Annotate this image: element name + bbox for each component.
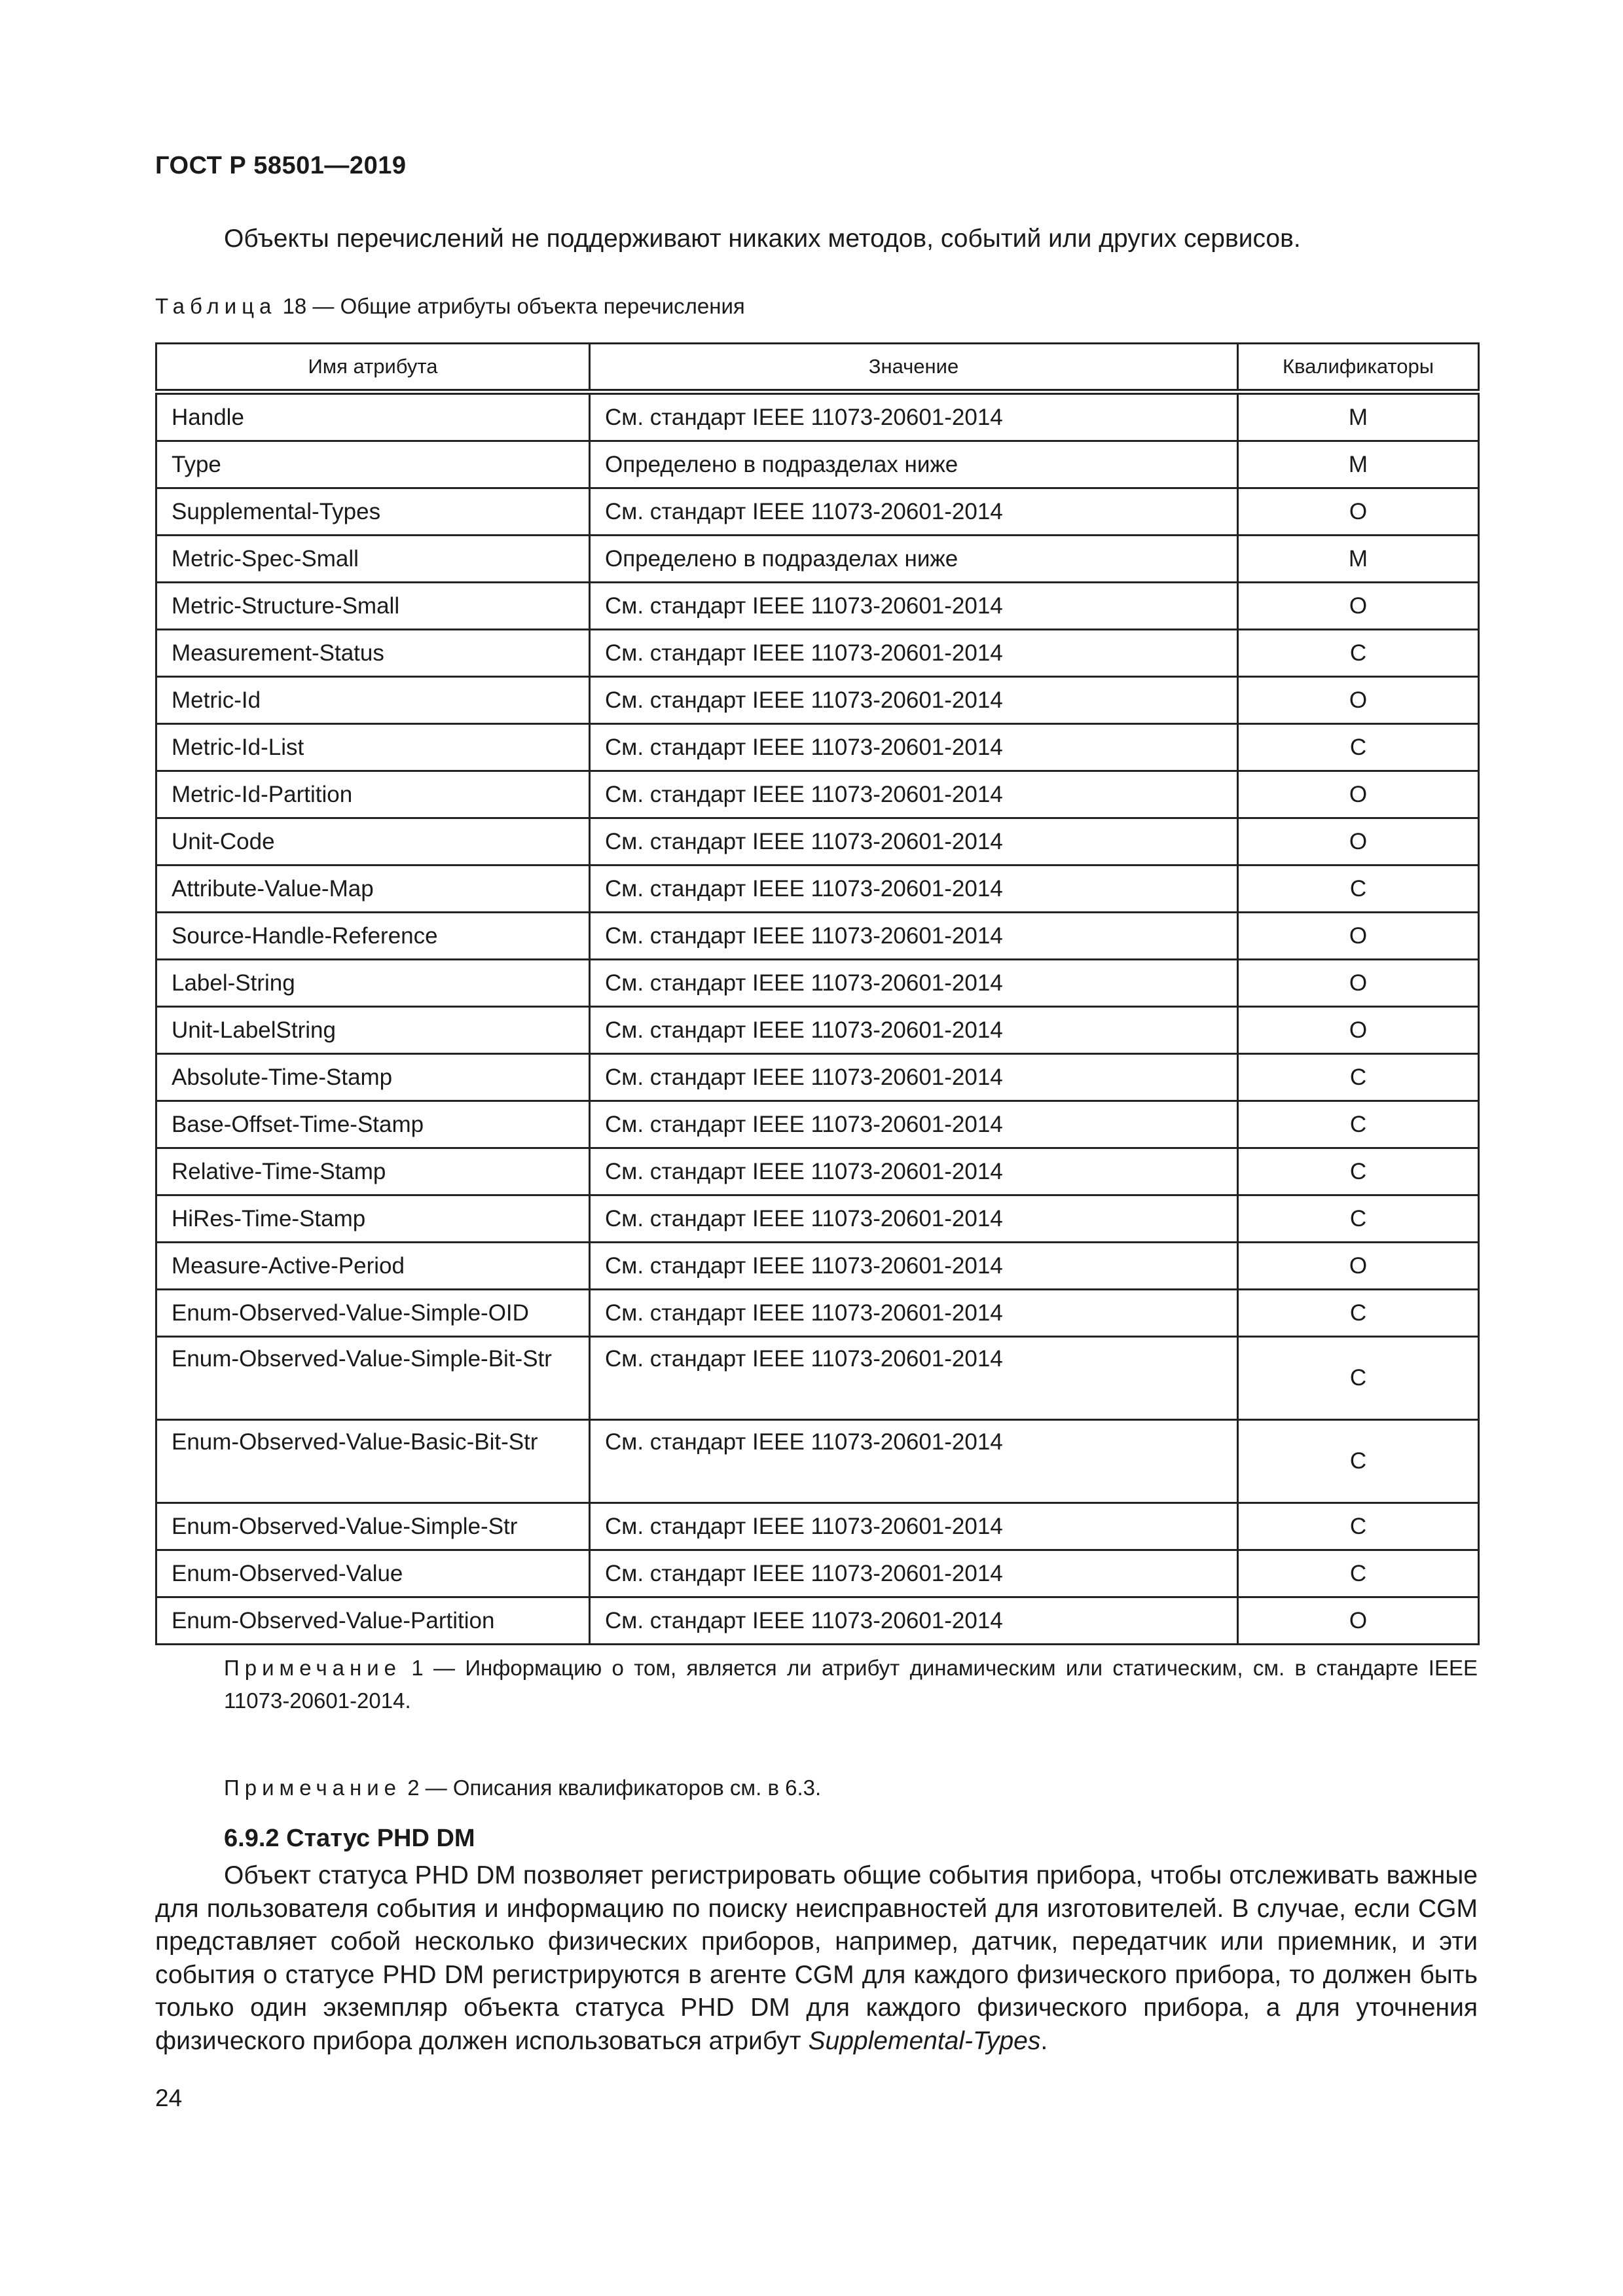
cell-qualifier: O [1238, 771, 1479, 818]
table-caption-text: 18 — Общие атрибуты объекта перечисления [282, 294, 745, 318]
cell-value: См. стандарт IEEE 11073-20601-2014 [590, 1007, 1238, 1054]
cell-value: См. стандарт IEEE 11073-20601-2014 [590, 1148, 1238, 1195]
column-header-name: Имя атрибута [156, 344, 590, 392]
cell-value: См. стандарт IEEE 11073-20601-2014 [590, 724, 1238, 771]
cell-qualifier: C [1238, 1420, 1479, 1503]
cell-attribute-name: Enum-Observed-Value [156, 1550, 590, 1597]
note-label: Примечание [224, 1776, 402, 1800]
table-row [156, 1101, 1479, 1148]
paragraph-end: . [1040, 2026, 1048, 2055]
cell-value: См. стандарт IEEE 11073-20601-2014 [590, 1054, 1238, 1101]
cell-qualifier: O [1238, 583, 1479, 630]
cell-attribute-name: Relative-Time-Stamp [156, 1148, 590, 1195]
cell-qualifier: M [1238, 441, 1479, 488]
cell-qualifier: C [1238, 1195, 1479, 1243]
table-row [156, 913, 1479, 960]
cell-qualifier: M [1238, 392, 1479, 441]
cell-qualifier: O [1238, 1597, 1479, 1645]
table-row [156, 1550, 1479, 1597]
table-row [156, 583, 1479, 630]
cell-value: См. стандарт IEEE 11073-20601-2014 [590, 1597, 1238, 1645]
page-number: 24 [155, 2085, 183, 2111]
cell-attribute-name: Supplemental-Types [156, 488, 590, 536]
table-row [156, 771, 1479, 818]
cell-value: См. стандарт IEEE 11073-20601-2014 [590, 913, 1238, 960]
cell-attribute-name: Metric-Id [156, 677, 590, 724]
cell-value: См. стандарт IEEE 11073-20601-2014 [590, 488, 1238, 536]
cell-qualifier: O [1238, 960, 1479, 1007]
cell-attribute-name: Unit-Code [156, 818, 590, 866]
note-text: 2 — Описания квалификаторов см. в 6.3. [407, 1776, 822, 1800]
table-row [156, 1054, 1479, 1101]
cell-attribute-name: Enum-Observed-Value-Simple-Bit-Str [156, 1337, 590, 1420]
cell-attribute-name: Attribute-Value-Map [156, 866, 590, 913]
cell-attribute-name: Metric-Id-Partition [156, 771, 590, 818]
cell-qualifier: C [1238, 724, 1479, 771]
table-row [156, 1243, 1479, 1290]
cell-attribute-name: Metric-Id-List [156, 724, 590, 771]
cell-qualifier: C [1238, 866, 1479, 913]
note-label: Примечание [224, 1656, 402, 1680]
cell-attribute-name: Enum-Observed-Value-Basic-Bit-Str [156, 1420, 590, 1503]
attributes-table [155, 342, 1480, 1645]
table-caption [155, 294, 745, 319]
cell-value: См. стандарт IEEE 11073-20601-2014 [590, 1420, 1238, 1503]
column-header-qualifiers: Квалификаторы [1238, 344, 1479, 392]
cell-qualifier: M [1238, 536, 1479, 583]
cell-value: См. стандарт IEEE 11073-20601-2014 [590, 866, 1238, 913]
table-row [156, 1597, 1479, 1645]
cell-attribute-name: Type [156, 441, 590, 488]
cell-qualifier: O [1238, 818, 1479, 866]
cell-qualifier: C [1238, 1054, 1479, 1101]
cell-qualifier: O [1238, 913, 1479, 960]
cell-qualifier: C [1238, 1337, 1479, 1420]
note-1 [155, 1652, 1478, 1717]
cell-value: См. стандарт IEEE 11073-20601-2014 [590, 1101, 1238, 1148]
cell-value: Определено в подразделах ниже [590, 441, 1238, 488]
cell-attribute-name: Metric-Structure-Small [156, 583, 590, 630]
paragraph-text: Объект статуса PHD DM позволяет регистрировать общие события прибора, чтобы отслеживать важные для пользователя события и информацию по поиску неисправностей для изготовителей. В случае, если CGM представляет собой несколько физических приборов, например, датчик, передатчик или приемник, и эти события о статусе PHD DM регистрируются в агенте CGM для каждого физического прибора, то должен быть только один экземпляр объекта статуса PHD DM для каждого физического прибора, а для уточнения физического прибора должен использоваться атрибут [155, 1861, 1478, 2055]
cell-value: См. стандарт IEEE 11073-20601-2014 [590, 1243, 1238, 1290]
table-header-row [156, 344, 1479, 392]
cell-qualifier: O [1238, 1007, 1479, 1054]
cell-value: См. стандарт IEEE 11073-20601-2014 [590, 392, 1238, 441]
cell-attribute-name: Enum-Observed-Value-Simple-OID [156, 1290, 590, 1337]
cell-attribute-name: Unit-LabelString [156, 1007, 590, 1054]
table-row [156, 1195, 1479, 1243]
table-row [156, 488, 1479, 536]
cell-attribute-name: Absolute-Time-Stamp [156, 1054, 590, 1101]
cell-qualifier: C [1238, 1550, 1479, 1597]
note-2 [155, 1772, 1478, 1804]
table-body [156, 392, 1479, 1645]
cell-attribute-name: HiRes-Time-Stamp [156, 1195, 590, 1243]
cell-value: Определено в подразделах ниже [590, 536, 1238, 583]
table-row [156, 630, 1479, 677]
table-row [156, 1290, 1479, 1337]
cell-value: См. стандарт IEEE 11073-20601-2014 [590, 583, 1238, 630]
table-row [156, 441, 1479, 488]
table-row [156, 677, 1479, 724]
cell-qualifier: C [1238, 1290, 1479, 1337]
cell-value: См. стандарт IEEE 11073-20601-2014 [590, 1195, 1238, 1243]
section-paragraph [155, 1859, 1478, 2058]
table-row [156, 818, 1479, 866]
cell-attribute-name: Handle [156, 392, 590, 441]
document-header: ГОСТ Р 58501—2019 [155, 152, 407, 179]
table-row [156, 1420, 1479, 1503]
cell-value: См. стандарт IEEE 11073-20601-2014 [590, 630, 1238, 677]
cell-attribute-name: Measurement-Status [156, 630, 590, 677]
cell-value: См. стандарт IEEE 11073-20601-2014 [590, 1337, 1238, 1420]
cell-value: См. стандарт IEEE 11073-20601-2014 [590, 771, 1238, 818]
cell-value: См. стандарт IEEE 11073-20601-2014 [590, 818, 1238, 866]
cell-attribute-name: Enum-Observed-Value-Partition [156, 1597, 590, 1645]
cell-value: См. стандарт IEEE 11073-20601-2014 [590, 960, 1238, 1007]
cell-qualifier: O [1238, 1243, 1479, 1290]
table-row [156, 960, 1479, 1007]
cell-qualifier: C [1238, 1101, 1479, 1148]
cell-qualifier: C [1238, 1148, 1479, 1195]
table-row [156, 1337, 1479, 1420]
paragraph-italic-term: Supplemental-Types [808, 2026, 1041, 2055]
cell-qualifier: C [1238, 630, 1479, 677]
cell-value: См. стандарт IEEE 11073-20601-2014 [590, 677, 1238, 724]
table-caption-label: Таблица [155, 294, 277, 318]
cell-attribute-name: Label-String [156, 960, 590, 1007]
note-text: 1 — Информацию о том, является ли атрибут динамическим или статическим, см. в стандарте IEEE 11073-20601-2014. [224, 1656, 1478, 1713]
table-row [156, 392, 1479, 441]
column-header-value: Значение [590, 344, 1238, 392]
cell-attribute-name: Metric-Spec-Small [156, 536, 590, 583]
cell-qualifier: O [1238, 677, 1479, 724]
cell-attribute-name: Enum-Observed-Value-Simple-Str [156, 1503, 590, 1550]
cell-attribute-name: Base-Offset-Time-Stamp [156, 1101, 590, 1148]
intro-text: Объекты перечислений не поддерживают никаких методов, событий или других сервисов. [224, 225, 1301, 253]
section-title: 6.9.2 Статус PHD DM [224, 1825, 475, 1852]
table-row [156, 866, 1479, 913]
cell-attribute-name: Source-Handle-Reference [156, 913, 590, 960]
cell-attribute-name: Measure-Active-Period [156, 1243, 590, 1290]
table-row [156, 1503, 1479, 1550]
cell-qualifier: C [1238, 1503, 1479, 1550]
cell-value: См. стандарт IEEE 11073-20601-2014 [590, 1503, 1238, 1550]
table-row [156, 536, 1479, 583]
table-row [156, 1007, 1479, 1054]
table-row [156, 1148, 1479, 1195]
cell-qualifier: O [1238, 488, 1479, 536]
table-row [156, 724, 1479, 771]
cell-value: См. стандарт IEEE 11073-20601-2014 [590, 1550, 1238, 1597]
cell-value: См. стандарт IEEE 11073-20601-2014 [590, 1290, 1238, 1337]
